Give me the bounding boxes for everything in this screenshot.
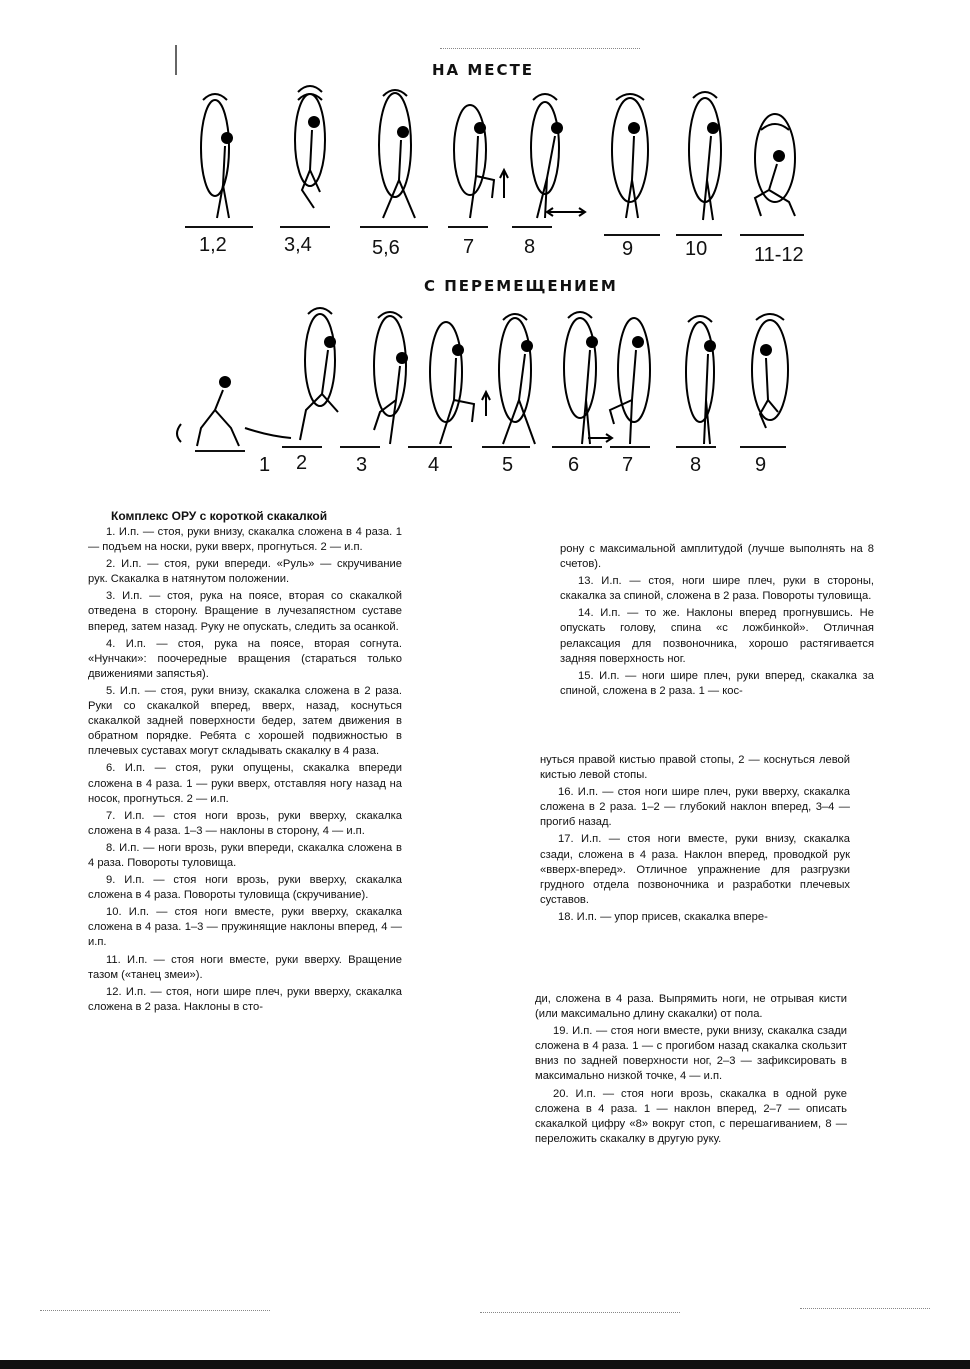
label-top-5: 8 xyxy=(524,236,536,258)
label-top-8: 11-12 xyxy=(754,244,804,266)
floor-line xyxy=(676,446,716,448)
floor-line xyxy=(408,446,452,448)
figures-bottom xyxy=(170,300,820,460)
label-top-4: 7 xyxy=(463,236,475,258)
figure-top-2 xyxy=(295,86,325,208)
figure-top-4 xyxy=(454,105,508,218)
figure-bottom-2 xyxy=(300,308,338,440)
paragraph: ди, сложена в 4 раза. Выпрямить ноги, не отрывая кисти (или максимально длину скакалки) от пола. xyxy=(535,993,847,1021)
figure-bottom-1 xyxy=(177,376,291,446)
right-column-block-2 xyxy=(540,753,850,927)
scan-artifact xyxy=(800,1308,930,1309)
figure-bottom-6 xyxy=(564,312,612,444)
figure-bottom-4 xyxy=(430,322,490,444)
label-bottom-1: 1 xyxy=(259,454,271,476)
paragraph: 17. И.п. — стоя ноги вместе, руки внизу, скакалка сзади, сложена в 4 раза. Наклон вперед, проводкой рук «вверх-вперед». Отличное упражнение для разгрузки грудного отдела позвоночника и разработки плечевых суставов. xyxy=(540,833,850,906)
scan-mark xyxy=(175,45,177,75)
label-bottom-7: 7 xyxy=(622,454,634,476)
paragraph: 5. И.п. — стоя, руки внизу, скакалка сложена в 2 раза. Руки со скакалкой вперед, вверх, назад, коснуться скакалкой задней поверхности бедер, затем движения в обратном порядке. Ребята с хорошей подвижностью в плечевых суставах могут складывать скакалку в 4 раза. xyxy=(88,684,402,758)
label-bottom-9: 9 xyxy=(755,454,767,476)
label-bottom-2: 2 xyxy=(296,452,308,474)
label-top-2: 3,4 xyxy=(284,234,312,256)
paragraph: 4. И.п. — стоя, рука на поясе, вторая согнута. «Нунчаки»: поочередные вращения (стараться только движениями запястья). xyxy=(88,637,402,680)
scan-border xyxy=(0,1360,970,1369)
label-bottom-5: 5 xyxy=(502,454,514,476)
paragraph: нуться правой кистью правой стопы, 2 — коснуться левой кистью левой стопы. xyxy=(540,754,850,782)
floor-line xyxy=(610,446,650,448)
floor-line xyxy=(185,226,253,228)
paragraph: 16. И.п. — стоя ноги шире плеч, руки вверху, скакалка сложена в 2 раза. 1–2 — глубокий наклон вперед, 3–4 — прогиб назад. xyxy=(540,786,850,829)
article-title: Комплекс ОРУ с короткой скакалкой xyxy=(111,509,328,523)
floor-line xyxy=(195,450,245,452)
label-bottom-3: 3 xyxy=(356,454,368,476)
paragraph: 14. И.п. — то же. Наклоны вперед прогнувшись. Не опускать голову, спина «с ложбинкой». Отличная релаксация для позвоночника, хорошо растягивается задняя поверхность ног. xyxy=(560,607,874,665)
paragraph: 9. И.п. — стоя ноги врозь, руки вверху, скакалка сложена в 4 раза. Повороты туловища (скручивание). xyxy=(88,874,402,902)
floor-line xyxy=(360,226,428,228)
label-top-3: 5,6 xyxy=(372,237,400,259)
figure-bottom-8 xyxy=(686,316,716,444)
paragraph: 8. И.п. — ноги врозь, руки впереди, скакалка сложена в 4 раза. Повороты туловища. xyxy=(88,841,402,869)
floor-line xyxy=(448,226,488,228)
paragraph: 6. И.п. — стоя, руки опущены, скакалка впереди сложена в 4 раза. 1 — руки вверх, отставляя ногу назад на носок, прогнуться. 2 — и.п. xyxy=(88,762,402,805)
floor-line xyxy=(340,446,380,448)
figure-top-5 xyxy=(531,94,585,218)
paragraph: 19. И.п. — стоя ноги вместе, руки внизу, скакалка сзади сложена в 4 раза. 1 — с прогибом назад скакалка скользит вниз по задней поверхности ног, 2–3 — зафиксировать в максимально низкой точке, 4 — и.п. xyxy=(535,1025,847,1083)
floor-line xyxy=(740,234,804,236)
figure-bottom-3 xyxy=(374,312,408,444)
floor-line xyxy=(552,446,602,448)
scan-artifact xyxy=(40,1310,270,1311)
right-column-block-1 xyxy=(560,542,874,701)
scan-artifact xyxy=(440,48,640,49)
floor-line xyxy=(604,234,660,236)
label-top-7: 10 xyxy=(685,238,708,260)
label-top-6: 9 xyxy=(622,238,634,260)
left-column xyxy=(88,525,402,1017)
floor-line xyxy=(282,446,322,448)
figures-top xyxy=(170,80,820,230)
figure-top-3 xyxy=(379,90,415,218)
paragraph: 15. И.п. — ноги шире плеч, руки вперед, скакалка за спиной, сложена в 2 раза. 1 — кос- xyxy=(560,669,874,697)
figure-top-7 xyxy=(689,92,721,220)
floor-line xyxy=(280,226,330,228)
paragraph: 3. И.п. — стоя, рука на поясе, вторая со скакалкой отведена в сторону. Вращение в лучезапястном суставе вперед, затем назад. Руку не опускать, следить за осанкой. xyxy=(88,590,402,633)
paragraph: 1. И.п. — стоя, руки внизу, скакалка сложена в 4 раза. 1 — подъем на носки, руки вверх, прогнуться. 2 — и.п. xyxy=(88,526,402,554)
paragraph: 13. И.п. — стоя, ноги шире плеч, руки в стороны, скакалка за спиной, сложена в 2 раза. Повороты туловища. xyxy=(560,575,874,603)
paragraph: 12. И.п. — стоя, ноги шире плеч, руки вверху, скакалка сложена в 2 раза. Наклоны в сто- xyxy=(88,985,402,1013)
scan-artifact xyxy=(480,1312,680,1313)
figure-top-6 xyxy=(612,94,648,218)
paragraph: 20. И.п. — стоя ноги врозь, скакалка в одной руке сложена в 4 раза. 1 — наклон вперед, 2–7 — описать скакалкой цифру «8» вокруг стоп, с перешагиванием, 8 — переложить скакалку в другую руку. xyxy=(535,1087,847,1145)
figure-top-1 xyxy=(201,94,233,218)
figure-bottom-9 xyxy=(752,314,788,428)
paragraph: 11. И.п. — стоя ноги вместе, руки вверху. Вращение тазом («танец змеи»). xyxy=(88,953,402,981)
figure-bottom-5 xyxy=(499,314,535,444)
paragraph: 10. И.п. — стоя ноги вместе, руки вверху, скакалка сложена в 4 раза. 1–3 — пружинящие наклоны вперед, 4 — и.п. xyxy=(88,906,402,949)
floor-line xyxy=(676,234,722,236)
heading-with-movement: С ПЕРЕМЕЩЕНИЕМ xyxy=(424,277,618,295)
floor-line xyxy=(512,226,552,228)
paragraph: 7. И.п. — стоя ноги врозь, руки вверху, скакалка сложена в 4 раза. 1–3 — наклоны в сторону, 4 — и.п. xyxy=(88,809,402,837)
paragraph: 2. И.п. — стоя, руки впереди. «Руль» — скручивание рук. Скакалка в натянутом положении. xyxy=(88,558,402,586)
right-column-block-3 xyxy=(535,992,847,1149)
paragraph: 18. И.п. — упор присев, скакалка впере- xyxy=(558,910,768,923)
label-bottom-8: 8 xyxy=(690,454,702,476)
figure-bottom-7 xyxy=(610,318,650,444)
label-bottom-4: 4 xyxy=(428,454,440,476)
paragraph: рону с максимальной амплитудой (лучше выполнять на 8 счетов). xyxy=(560,543,874,571)
figure-top-8 xyxy=(755,114,795,216)
heading-on-place: НА МЕСТЕ xyxy=(432,61,535,79)
floor-line xyxy=(482,446,530,448)
label-top-1: 1,2 xyxy=(199,234,227,256)
label-bottom-6: 6 xyxy=(568,454,580,476)
floor-line xyxy=(740,446,786,448)
